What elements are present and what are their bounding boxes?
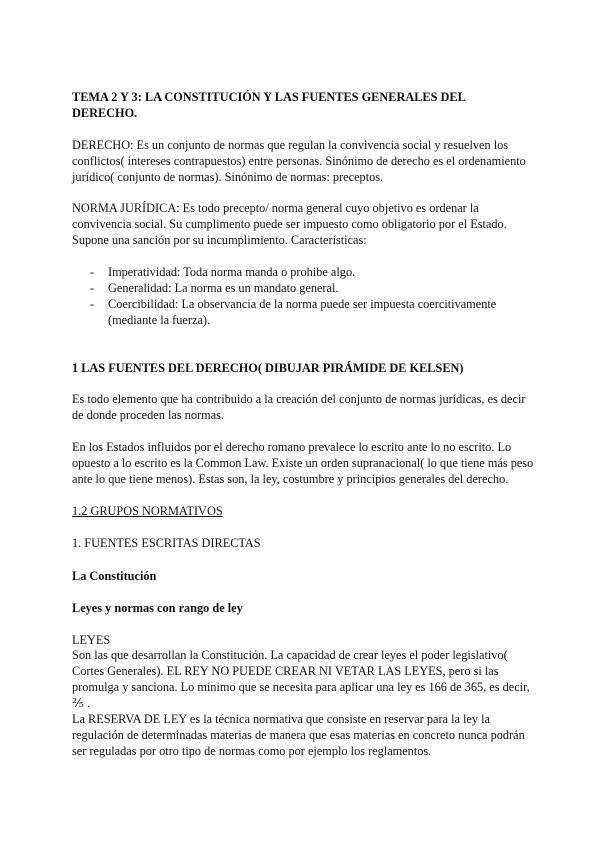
list-item-coercibilidad: Coercibilidad: La observancia de la norma puede ser impuesta coercitivamente (108, 297, 497, 311)
leyes-line-4: ⅖ . (72, 696, 91, 710)
constitucion-heading: La Constitución (72, 569, 157, 583)
list-dash: - (90, 281, 95, 295)
leyes-line-1: Son las que desarrollan la Constitución. La capacidad de crear leyes el poder legislativo( (72, 648, 508, 662)
section-1-para1-line-1: Es todo elemento que ha contribuido a la creación del conjunto de normas jurídicas, es decir (72, 392, 526, 406)
section-1-para2-line-2: opuesto a lo escrito es la Common Law. Existe un orden supranacional( lo que tiene más peso (72, 456, 534, 470)
title-line-2: DERECHO. (72, 106, 138, 120)
norma-line-3: Supone una sanción por su incumplimiento. Características: (72, 233, 367, 247)
leyes-line-3: promulga y sanciona. Lo mínimo que se necesita para aplicar una ley es 166 de 365, es decir, (72, 680, 530, 694)
leyes-rango-heading: Leyes y normas con rango de ley (72, 601, 243, 615)
derecho-line-1: DERECHO: Es un conjunto de normas que regulan la convivencia social y resuelven los (72, 138, 509, 152)
derecho-line-3: jurídico( conjunto de normas). Sinónimo de normas: preceptos. (72, 170, 384, 184)
leyes-line-6: regulación de determinadas materias de manera que esas materias en concreto nunca podrán (72, 728, 525, 742)
list-item-generalidad: Generalidad: La norma es un mandato general. (108, 281, 339, 295)
leyes-line-5: La RESERVA DE LEY es la técnica normativa que consiste en reservar para la ley la (72, 712, 490, 726)
list-item-imperatividad: Imperatividad: Toda norma manda o prohibe algo. (108, 265, 356, 279)
section-1-para2-line-3: ante lo que tiene menos). Estas son, la ley, costumbre y principios generales del derecho. (72, 472, 509, 486)
leyes-line-2: Cortes Generales). EL REY NO PUEDE CREAR NI VETAR LAS LEYES, pero si las (72, 664, 499, 678)
section-1-para2-line-1: En los Estados influidos por el derecho romano prevalece lo escrito ante lo no escrito. Lo (72, 440, 512, 454)
norma-line-1: NORMA JURÍDICA: Es todo precepto/ norma general cuyo objetivo es ordenar la (72, 201, 479, 215)
section-1-para1-line-2: de donde proceden las normas. (72, 408, 224, 422)
fuentes-escritas-heading: 1. FUENTES ESCRITAS DIRECTAS (72, 536, 261, 550)
list-dash: - (90, 297, 95, 311)
section-1-heading: 1 LAS FUENTES DEL DERECHO( DIBUJAR PIRÁMIDE DE KELSEN) (72, 361, 464, 375)
derecho-line-2: conflictos( intereses contrapuestos) entre personas. Sinónimo de derecho es el ordenamiento (72, 154, 526, 168)
list-dash: - (90, 265, 95, 279)
section-1-2-heading: 1.2 GRUPOS NORMATIVOS (72, 504, 223, 518)
leyes-line-7: ser reguladas por otro tipo de normas como por ejemplo los reglamentos. (72, 744, 432, 758)
title-line-1: TEMA 2 Y 3: LA CONSTITUCIÓN Y LAS FUENTES GENERALES DEL (72, 90, 466, 104)
list-item-coercibilidad-cont: (mediante la fuerza). (108, 313, 211, 327)
leyes-heading: LEYES (72, 633, 111, 647)
norma-line-2: convivencia social. Su cumplimento puede ser impuesto como obligatorio por el Estado. (72, 217, 507, 231)
